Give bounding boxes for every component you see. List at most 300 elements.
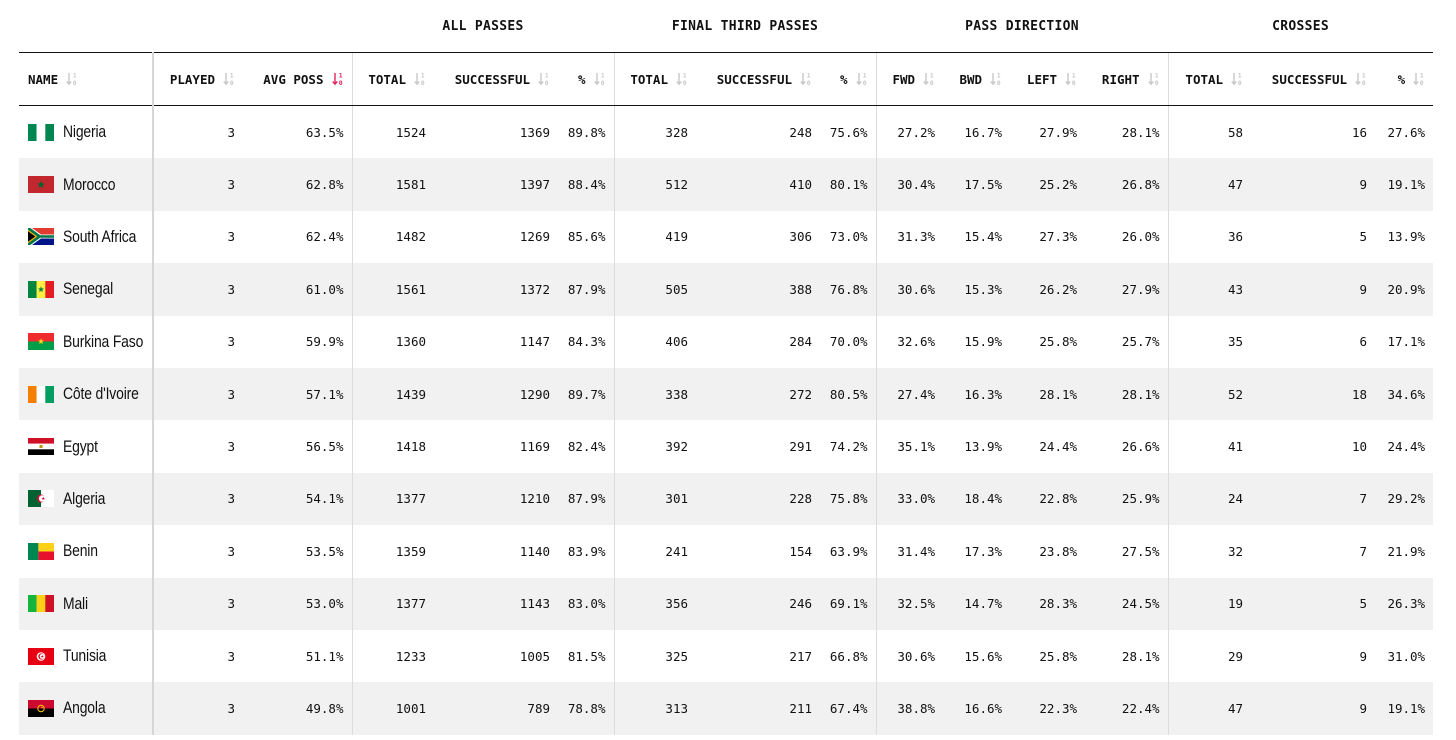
column-header-pass-dir-left[interactable] — [1010, 53, 1085, 106]
column-header-crosses-total[interactable] — [1168, 53, 1251, 106]
final-third-total-cell: 392 — [614, 420, 696, 472]
group-header-crosses: CROSSES — [1168, 0, 1433, 53]
final-third-successful-cell: 228 — [696, 473, 820, 525]
crosses-successful-cell: 6 — [1359, 334, 1368, 350]
column-header-label: RIGHT — [1101, 71, 1140, 87]
avg-poss-cell: 51.1% — [305, 648, 344, 664]
morocco-flag-icon — [28, 176, 54, 193]
svg-text:1: 1 — [544, 71, 549, 80]
team-name: South Africa — [63, 226, 137, 246]
pass-dir-right-cell: 24.5% — [1085, 578, 1168, 630]
pass-dir-bwd-cell: 15.3% — [943, 263, 1010, 315]
sort-icon[interactable] — [923, 71, 935, 87]
pass-dir-right-cell: 25.9% — [1085, 473, 1168, 525]
svg-text:0: 0 — [1071, 79, 1076, 87]
pass-dir-fwd-cell: 27.4% — [876, 368, 943, 420]
crosses-total-cell: 47 — [1168, 682, 1251, 734]
played-cell: 3 — [153, 525, 243, 577]
crosses-pct-cell: 20.9% — [1375, 263, 1433, 315]
all-passes-successful-cell: 1269 — [519, 229, 550, 245]
svg-text:0: 0 — [420, 79, 425, 87]
pass-dir-bwd-cell: 13.9% — [964, 439, 1003, 455]
all-passes-total-cell: 1581 — [352, 158, 434, 210]
svg-text:0: 0 — [929, 79, 934, 87]
column-header-label: AVG POSS — [263, 71, 324, 87]
column-group-header-row — [19, 0, 1433, 53]
team-name: Egypt — [63, 436, 98, 456]
pass-dir-bwd-cell: 17.3% — [964, 543, 1003, 559]
crosses-pct-cell: 27.6% — [1387, 124, 1426, 140]
svg-text:1: 1 — [420, 71, 425, 80]
all-passes-pct-cell: 85.6% — [567, 229, 606, 245]
team-name-cell — [19, 211, 153, 263]
svg-text:0: 0 — [1361, 79, 1366, 87]
sort-icon[interactable] — [538, 71, 550, 87]
svg-text:1: 1 — [1071, 71, 1076, 80]
final-third-pct-cell: 80.5% — [820, 368, 876, 420]
final-third-total-cell: 313 — [614, 682, 696, 734]
sort-icon[interactable] — [1065, 71, 1077, 87]
pass-dir-right-cell: 26.0% — [1121, 229, 1160, 245]
pass-dir-bwd-cell: 14.7% — [943, 578, 1010, 630]
table-row[interactable] — [19, 682, 1433, 734]
cote-divoire-flag-icon — [28, 386, 54, 403]
column-header-all-passes-total[interactable] — [352, 53, 434, 106]
pass-dir-right-cell: 28.1% — [1121, 648, 1160, 664]
pass-dir-fwd-cell: 30.6% — [876, 630, 943, 682]
all-passes-total-cell: 1418 — [352, 420, 434, 472]
final-third-total-cell: 338 — [614, 368, 696, 420]
crosses-successful-cell: 10 — [1352, 439, 1368, 455]
final-third-total-cell: 241 — [614, 525, 696, 577]
final-third-total-cell: 325 — [614, 630, 696, 682]
table-row[interactable] — [19, 473, 1433, 525]
column-header-played[interactable] — [153, 53, 243, 106]
column-header-label: SUCCESSFUL — [1271, 71, 1348, 87]
group-header-final-third-passes: FINAL THIRD PASSES — [614, 0, 876, 53]
table-row[interactable] — [19, 158, 1433, 210]
final-third-pct-cell: 76.8% — [820, 263, 876, 315]
svg-text:0: 0 — [600, 79, 605, 87]
crosses-successful-cell: 7 — [1251, 473, 1375, 525]
burkina-faso-flag-icon — [28, 333, 54, 350]
column-header-label: FWD — [892, 71, 916, 87]
crosses-successful-cell: 9 — [1251, 158, 1375, 210]
crosses-successful-cell: 9 — [1251, 263, 1375, 315]
group-header-team — [19, 0, 352, 53]
svg-text:0: 0 — [806, 79, 811, 87]
avg-poss-cell: 59.9% — [305, 334, 344, 350]
south-africa-flag-icon — [28, 228, 54, 245]
pass-dir-right-cell: 26.6% — [1121, 439, 1160, 455]
crosses-pct-cell: 21.9% — [1387, 543, 1426, 559]
final-third-total-cell: 301 — [614, 473, 696, 525]
all-passes-successful-cell: 1147 — [519, 334, 550, 350]
team-name: Nigeria — [63, 122, 107, 142]
avg-poss-cell: 62.4% — [305, 229, 344, 245]
team-name: Morocco — [63, 174, 116, 194]
svg-text:0: 0 — [1154, 79, 1159, 87]
all-passes-total-cell: 1482 — [352, 211, 434, 263]
played-cell: 3 — [153, 316, 243, 368]
sort-icon[interactable] — [594, 71, 606, 87]
sort-icon[interactable] — [800, 71, 812, 87]
final-third-pct-cell: 73.0% — [829, 229, 868, 245]
sort-icon[interactable] — [66, 71, 78, 87]
team-name-cell — [19, 578, 153, 630]
played-cell: 3 — [153, 106, 243, 159]
crosses-total-cell: 43 — [1168, 263, 1251, 315]
pass-dir-right-cell: 27.9% — [1085, 263, 1168, 315]
pass-dir-left-cell: 28.1% — [1010, 368, 1085, 420]
pass-dir-bwd-cell: 17.5% — [943, 158, 1010, 210]
final-third-successful-cell: 284 — [789, 334, 812, 350]
column-header-avg-poss[interactable] — [243, 53, 352, 106]
final-third-successful-cell: 154 — [789, 543, 812, 559]
group-header-pass-direction: PASS DIRECTION — [876, 0, 1168, 53]
final-third-total-cell: 505 — [614, 263, 696, 315]
avg-poss-cell: 53.0% — [243, 578, 352, 630]
sort-icon[interactable] — [856, 71, 868, 87]
tunisia-flag-icon — [28, 648, 54, 665]
avg-poss-cell: 62.8% — [243, 158, 352, 210]
all-passes-total-cell: 1359 — [352, 525, 434, 577]
column-header-pass-dir-bwd[interactable] — [943, 53, 1010, 106]
crosses-total-cell: 41 — [1168, 420, 1251, 472]
pass-dir-left-cell: 26.2% — [1010, 263, 1085, 315]
all-passes-successful-cell: 1143 — [434, 578, 558, 630]
pass-dir-fwd-cell: 27.2% — [876, 106, 943, 159]
sort-icon[interactable] — [223, 71, 235, 87]
column-header-name[interactable] — [19, 53, 153, 106]
crosses-pct-cell: 19.1% — [1375, 158, 1433, 210]
final-third-pct-cell: 69.1% — [820, 578, 876, 630]
table-row[interactable] — [19, 630, 1433, 682]
column-header-label: PLAYED — [169, 71, 215, 87]
team-name: Burkina Faso — [63, 331, 144, 351]
final-third-successful-cell: 272 — [696, 368, 820, 420]
final-third-pct-cell: 70.0% — [829, 334, 868, 350]
played-cell: 3 — [153, 368, 243, 420]
svg-text:0: 0 — [1419, 79, 1424, 87]
stats-table — [19, 0, 1433, 735]
all-passes-total-cell: 1001 — [352, 682, 434, 734]
group-header-all-passes: ALL PASSES — [352, 0, 614, 53]
crosses-pct-cell: 31.0% — [1387, 648, 1426, 664]
pass-dir-fwd-cell: 30.6% — [876, 263, 943, 315]
table-row[interactable] — [19, 420, 1433, 472]
senegal-flag-icon — [28, 281, 54, 298]
avg-poss-cell: 53.5% — [305, 543, 344, 559]
crosses-pct-cell: 26.3% — [1375, 578, 1433, 630]
played-cell: 3 — [153, 158, 243, 210]
crosses-successful-cell: 9 — [1251, 682, 1375, 734]
column-header-label: TOTAL — [368, 71, 406, 87]
egypt-flag-icon — [28, 438, 54, 455]
crosses-pct-cell: 34.6% — [1375, 368, 1433, 420]
avg-poss-cell: 57.1% — [243, 368, 352, 420]
played-cell: 3 — [153, 682, 243, 734]
all-passes-successful-cell: 1372 — [434, 263, 558, 315]
svg-text:0: 0 — [682, 79, 687, 87]
pass-dir-left-cell: 27.3% — [1039, 229, 1078, 245]
pass-dir-left-cell: 24.4% — [1039, 439, 1078, 455]
all-passes-pct-cell: 81.5% — [567, 648, 606, 664]
played-cell: 3 — [153, 473, 243, 525]
crosses-successful-cell: 9 — [1359, 648, 1368, 664]
crosses-successful-cell: 5 — [1359, 229, 1368, 245]
all-passes-pct-cell: 87.9% — [558, 263, 614, 315]
pass-dir-left-cell: 25.8% — [1039, 648, 1078, 664]
table-body — [19, 106, 1433, 735]
team-name: Angola — [63, 698, 106, 718]
avg-poss-cell: 63.5% — [305, 124, 344, 140]
pass-dir-bwd-cell: 15.6% — [964, 648, 1003, 664]
pass-dir-fwd-cell: 38.8% — [876, 682, 943, 734]
column-header-final-third-successful[interactable] — [696, 53, 820, 106]
pass-dir-left-cell: 28.3% — [1010, 578, 1085, 630]
team-name-cell — [19, 682, 153, 734]
team-name-cell — [19, 106, 153, 159]
crosses-successful-cell: 5 — [1251, 578, 1375, 630]
svg-text:0: 0 — [72, 79, 77, 88]
final-third-pct-cell: 74.2% — [829, 439, 868, 455]
table-row[interactable] — [19, 106, 1433, 159]
played-cell: 3 — [153, 630, 243, 682]
all-passes-total-cell: 1377 — [352, 578, 434, 630]
column-header-all-passes-pct[interactable] — [558, 53, 614, 106]
column-header-final-third-pct[interactable] — [820, 53, 876, 106]
stats-table-container — [19, 0, 1433, 735]
team-name: Côte d'Ivoire — [63, 384, 139, 404]
final-third-successful-cell: 248 — [789, 124, 812, 140]
pass-dir-left-cell: 25.8% — [1039, 334, 1078, 350]
svg-text:0: 0 — [338, 79, 343, 87]
crosses-total-cell: 19 — [1168, 578, 1251, 630]
all-passes-pct-cell: 78.8% — [558, 682, 614, 734]
all-passes-successful-cell: 1369 — [519, 124, 550, 140]
column-header-label: TOTAL — [1185, 71, 1224, 87]
crosses-pct-cell: 19.1% — [1375, 682, 1433, 734]
column-header-final-third-total[interactable] — [614, 53, 696, 106]
pass-dir-left-cell: 22.3% — [1010, 682, 1085, 734]
pass-dir-left-cell: 22.8% — [1010, 473, 1085, 525]
team-name: Tunisia — [63, 646, 107, 666]
table-row[interactable] — [19, 578, 1433, 630]
final-third-successful-cell: 211 — [696, 682, 820, 734]
final-third-total-cell: 512 — [614, 158, 696, 210]
all-passes-pct-cell: 89.8% — [567, 124, 606, 140]
mali-flag-icon — [28, 595, 54, 612]
all-passes-pct-cell: 84.3% — [567, 334, 606, 350]
pass-dir-left-cell: 25.2% — [1010, 158, 1085, 210]
all-passes-successful-cell: 1140 — [519, 543, 550, 559]
all-passes-total-cell: 1561 — [352, 263, 434, 315]
svg-text:0: 0 — [1237, 79, 1242, 87]
pass-dir-right-cell: 25.7% — [1121, 334, 1160, 350]
all-passes-total-cell: 1524 — [352, 106, 434, 159]
svg-text:1: 1 — [72, 71, 77, 80]
final-third-successful-cell: 306 — [789, 229, 812, 245]
svg-text:1: 1 — [1154, 71, 1159, 80]
svg-text:1: 1 — [600, 71, 605, 80]
crosses-pct-cell: 24.4% — [1387, 439, 1426, 455]
all-passes-pct-cell: 82.4% — [567, 439, 606, 455]
team-name-cell — [19, 420, 153, 472]
crosses-total-cell: 35 — [1168, 316, 1251, 368]
all-passes-pct-cell: 83.0% — [558, 578, 614, 630]
crosses-total-cell: 29 — [1168, 630, 1251, 682]
column-header-row — [19, 53, 1433, 106]
column-header-label: BWD — [959, 71, 983, 87]
all-passes-successful-cell: 789 — [434, 682, 558, 734]
team-name-cell — [19, 525, 153, 577]
sort-icon[interactable] — [1231, 71, 1243, 87]
pass-dir-fwd-cell: 32.5% — [876, 578, 943, 630]
all-passes-pct-cell: 89.7% — [558, 368, 614, 420]
all-passes-total-cell: 1377 — [352, 473, 434, 525]
team-name-cell — [19, 368, 153, 420]
column-header-label: % — [840, 71, 848, 87]
final-third-pct-cell: 66.8% — [829, 648, 868, 664]
crosses-successful-cell: 16 — [1352, 124, 1368, 140]
column-header-label: % — [577, 71, 586, 87]
all-passes-total-cell: 1233 — [352, 630, 434, 682]
sort-desc-active-icon[interactable] — [332, 71, 344, 87]
pass-dir-fwd-cell: 35.1% — [876, 420, 943, 472]
sort-icon[interactable] — [414, 71, 426, 87]
pass-dir-bwd-cell: 15.9% — [964, 334, 1003, 350]
algeria-flag-icon — [28, 490, 54, 507]
svg-text:1: 1 — [862, 71, 867, 80]
table-row[interactable] — [19, 525, 1433, 577]
played-cell: 3 — [153, 211, 243, 263]
all-passes-successful-cell: 1290 — [434, 368, 558, 420]
pass-dir-right-cell: 22.4% — [1085, 682, 1168, 734]
sort-icon[interactable] — [990, 71, 1002, 87]
pass-dir-right-cell: 28.1% — [1121, 124, 1160, 140]
avg-poss-cell: 61.0% — [243, 263, 352, 315]
column-header-label: TOTAL — [630, 71, 668, 87]
svg-text:1: 1 — [929, 71, 934, 80]
column-header-pass-dir-right[interactable] — [1085, 53, 1168, 106]
pass-dir-fwd-cell: 31.4% — [876, 525, 943, 577]
svg-text:1: 1 — [1419, 71, 1424, 80]
crosses-successful-cell: 18 — [1251, 368, 1375, 420]
team-name: Senegal — [63, 279, 114, 299]
pass-dir-fwd-cell: 33.0% — [876, 473, 943, 525]
column-header-all-passes-successful[interactable] — [434, 53, 558, 106]
pass-dir-fwd-cell: 32.6% — [876, 316, 943, 368]
svg-text:1: 1 — [682, 71, 687, 80]
sort-icon[interactable] — [676, 71, 688, 87]
team-name-cell — [19, 630, 153, 682]
crosses-pct-cell: 13.9% — [1387, 229, 1426, 245]
crosses-successful-cell: 7 — [1359, 543, 1368, 559]
table-row[interactable] — [19, 368, 1433, 420]
pass-dir-bwd-cell: 16.7% — [964, 124, 1003, 140]
sort-icon[interactable] — [1413, 71, 1425, 87]
avg-poss-cell: 54.1% — [243, 473, 352, 525]
benin-flag-icon — [28, 543, 54, 560]
final-third-pct-cell: 80.1% — [820, 158, 876, 210]
crosses-total-cell: 58 — [1168, 106, 1251, 159]
all-passes-successful-cell: 1210 — [434, 473, 558, 525]
final-third-total-cell: 419 — [614, 211, 696, 263]
svg-text:1: 1 — [806, 71, 811, 80]
column-header-label: NAME — [28, 71, 59, 87]
svg-text:0: 0 — [229, 79, 234, 87]
angola-flag-icon — [28, 700, 54, 717]
sort-icon[interactable] — [1355, 71, 1367, 87]
pass-dir-bwd-cell: 18.4% — [943, 473, 1010, 525]
final-third-successful-cell: 246 — [696, 578, 820, 630]
pass-dir-bwd-cell: 16.6% — [943, 682, 1010, 734]
svg-text:0: 0 — [862, 79, 867, 87]
team-name-cell — [19, 316, 153, 368]
team-name: Algeria — [63, 488, 106, 508]
team-name-cell — [19, 158, 153, 210]
svg-text:1: 1 — [996, 71, 1001, 80]
crosses-total-cell: 47 — [1168, 158, 1251, 210]
avg-poss-cell: 56.5% — [305, 439, 344, 455]
pass-dir-right-cell: 28.1% — [1085, 368, 1168, 420]
all-passes-pct-cell: 88.4% — [558, 158, 614, 210]
avg-poss-cell: 49.8% — [243, 682, 352, 734]
all-passes-pct-cell: 83.9% — [567, 543, 606, 559]
table-row[interactable] — [19, 211, 1433, 263]
table-row[interactable] — [19, 263, 1433, 315]
all-passes-total-cell: 1439 — [352, 368, 434, 420]
pass-dir-right-cell: 27.5% — [1121, 543, 1160, 559]
played-cell: 3 — [153, 263, 243, 315]
final-third-total-cell: 356 — [614, 578, 696, 630]
column-header-label: % — [1397, 71, 1406, 87]
column-header-crosses-pct[interactable] — [1375, 53, 1433, 106]
final-third-successful-cell: 410 — [696, 158, 820, 210]
crosses-total-cell: 52 — [1168, 368, 1251, 420]
played-cell: 3 — [153, 578, 243, 630]
sort-icon[interactable] — [1148, 71, 1160, 87]
all-passes-successful-cell: 1397 — [434, 158, 558, 210]
column-header-crosses-successful[interactable] — [1251, 53, 1375, 106]
final-third-successful-cell: 388 — [696, 263, 820, 315]
column-header-label: LEFT — [1026, 71, 1058, 87]
all-passes-total-cell: 1360 — [352, 316, 434, 368]
team-name-cell — [19, 473, 153, 525]
svg-text:1: 1 — [229, 71, 234, 80]
final-third-pct-cell: 67.4% — [820, 682, 876, 734]
final-third-total-cell: 328 — [614, 106, 696, 159]
team-name-cell — [19, 263, 153, 315]
svg-text:0: 0 — [996, 79, 1001, 87]
svg-text:1: 1 — [1361, 71, 1366, 80]
column-header-pass-dir-fwd[interactable] — [876, 53, 943, 106]
all-passes-successful-cell: 1169 — [519, 439, 550, 455]
final-third-total-cell: 406 — [614, 316, 696, 368]
team-name: Benin — [63, 541, 98, 561]
pass-dir-left-cell: 23.8% — [1039, 543, 1078, 559]
final-third-pct-cell: 75.8% — [820, 473, 876, 525]
crosses-pct-cell: 17.1% — [1387, 334, 1426, 350]
crosses-pct-cell: 29.2% — [1375, 473, 1433, 525]
final-third-pct-cell: 75.6% — [829, 124, 868, 140]
table-row[interactable] — [19, 316, 1433, 368]
all-passes-successful-cell: 1005 — [519, 648, 550, 664]
crosses-total-cell: 36 — [1168, 211, 1251, 263]
pass-dir-bwd-cell: 15.4% — [964, 229, 1003, 245]
pass-dir-bwd-cell: 16.3% — [943, 368, 1010, 420]
